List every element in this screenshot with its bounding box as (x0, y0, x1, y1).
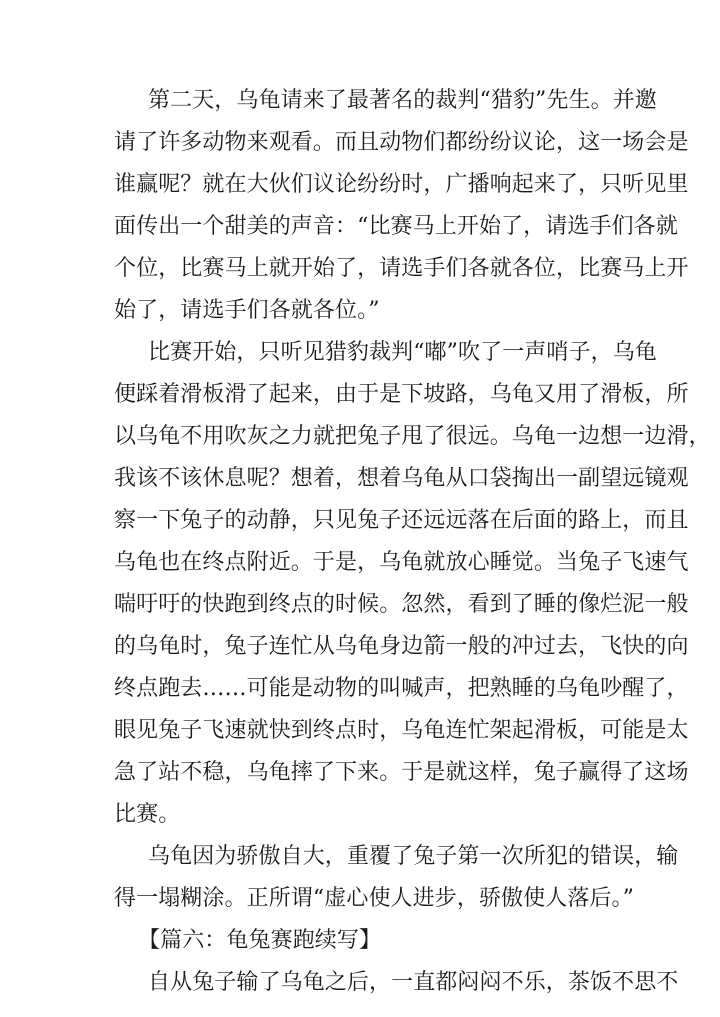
paragraph-2-line-1: 比赛开始，只听见猎豹裁判“嘟”吹了一声哨子，乌龟 (148, 340, 657, 365)
paragraph-1-line-6: 始了，请选手们各就各位。” (114, 298, 380, 323)
paragraph-3-line-1: 乌龟因为骄傲自大，重覆了兔子第一次所犯的错误，输 (148, 844, 679, 869)
paragraph-2-line-5: 察一下兔子的动静，只见兔子还远远落在后面的路上，而且 (114, 508, 689, 533)
paragraph-2-line-12: 比赛。 (114, 802, 181, 827)
paragraph-2-line-9: 终点跑去……可能是动物的叫喊声，把熟睡的乌龟吵醒了， (114, 676, 689, 701)
paragraph-2-line-11: 急了站不稳，乌龟摔了下来。于是就这样，兔子赢得了这场 (114, 760, 689, 785)
paragraph-2-line-4: 我该不该休息呢？想着，想着乌龟从口袋掏出一副望远镜观 (114, 466, 689, 491)
paragraph-1-line-5: 个位，比赛马上就开始了，请选手们各就各位，比赛马上开 (114, 256, 689, 281)
paragraph-1-line-2: 请了许多动物来观看。而且动物们都纷纷议论，这一场会是 (114, 130, 689, 155)
paragraph-2-line-7: 喘吁吁的快跑到终点的时候。忽然，看到了睡的像烂泥一般 (114, 592, 689, 617)
paragraph-1-line-4: 面传出一个甜美的声音：“比赛马上开始了，请选手们各就 (114, 214, 678, 239)
paragraph-1-line-3: 谁赢呢？就在大伙们议论纷纷时，广播响起来了，只听见里 (114, 172, 689, 197)
paragraph-4-line-1: 自从兔子输了乌龟之后，一直都闷闷不乐，茶饭不思不 (148, 970, 679, 995)
paragraph-2-line-3: 以乌龟不用吹灰之力就把兔子甩了很远。乌龟一边想一边滑， (114, 424, 711, 449)
paragraph-1-line-1: 第二天，乌龟请来了最著名的裁判“猎豹”先生。并邀 (148, 88, 657, 113)
paragraph-2-line-10: 眼见兔子飞速就快到终点时，乌龟连忙架起滑板，可能是太 (114, 718, 689, 743)
paragraph-2-line-8: 的乌龟时，兔子连忙从乌龟身边箭一般的冲过去，飞快的向 (114, 634, 689, 659)
paragraph-3-line-2: 得一塌糊涂。正所谓“虚心使人进步，骄傲使人落后。” (114, 886, 634, 911)
section-heading: 【篇六：龟兔赛跑续写】 (138, 928, 382, 953)
paragraph-2-line-2: 便踩着滑板滑了起来，由于是下坡路，乌龟又用了滑板，所 (114, 382, 689, 407)
paragraph-2-line-6: 乌龟也在终点附近。于是，乌龟就放心睡觉。当兔子飞速气 (114, 550, 689, 575)
